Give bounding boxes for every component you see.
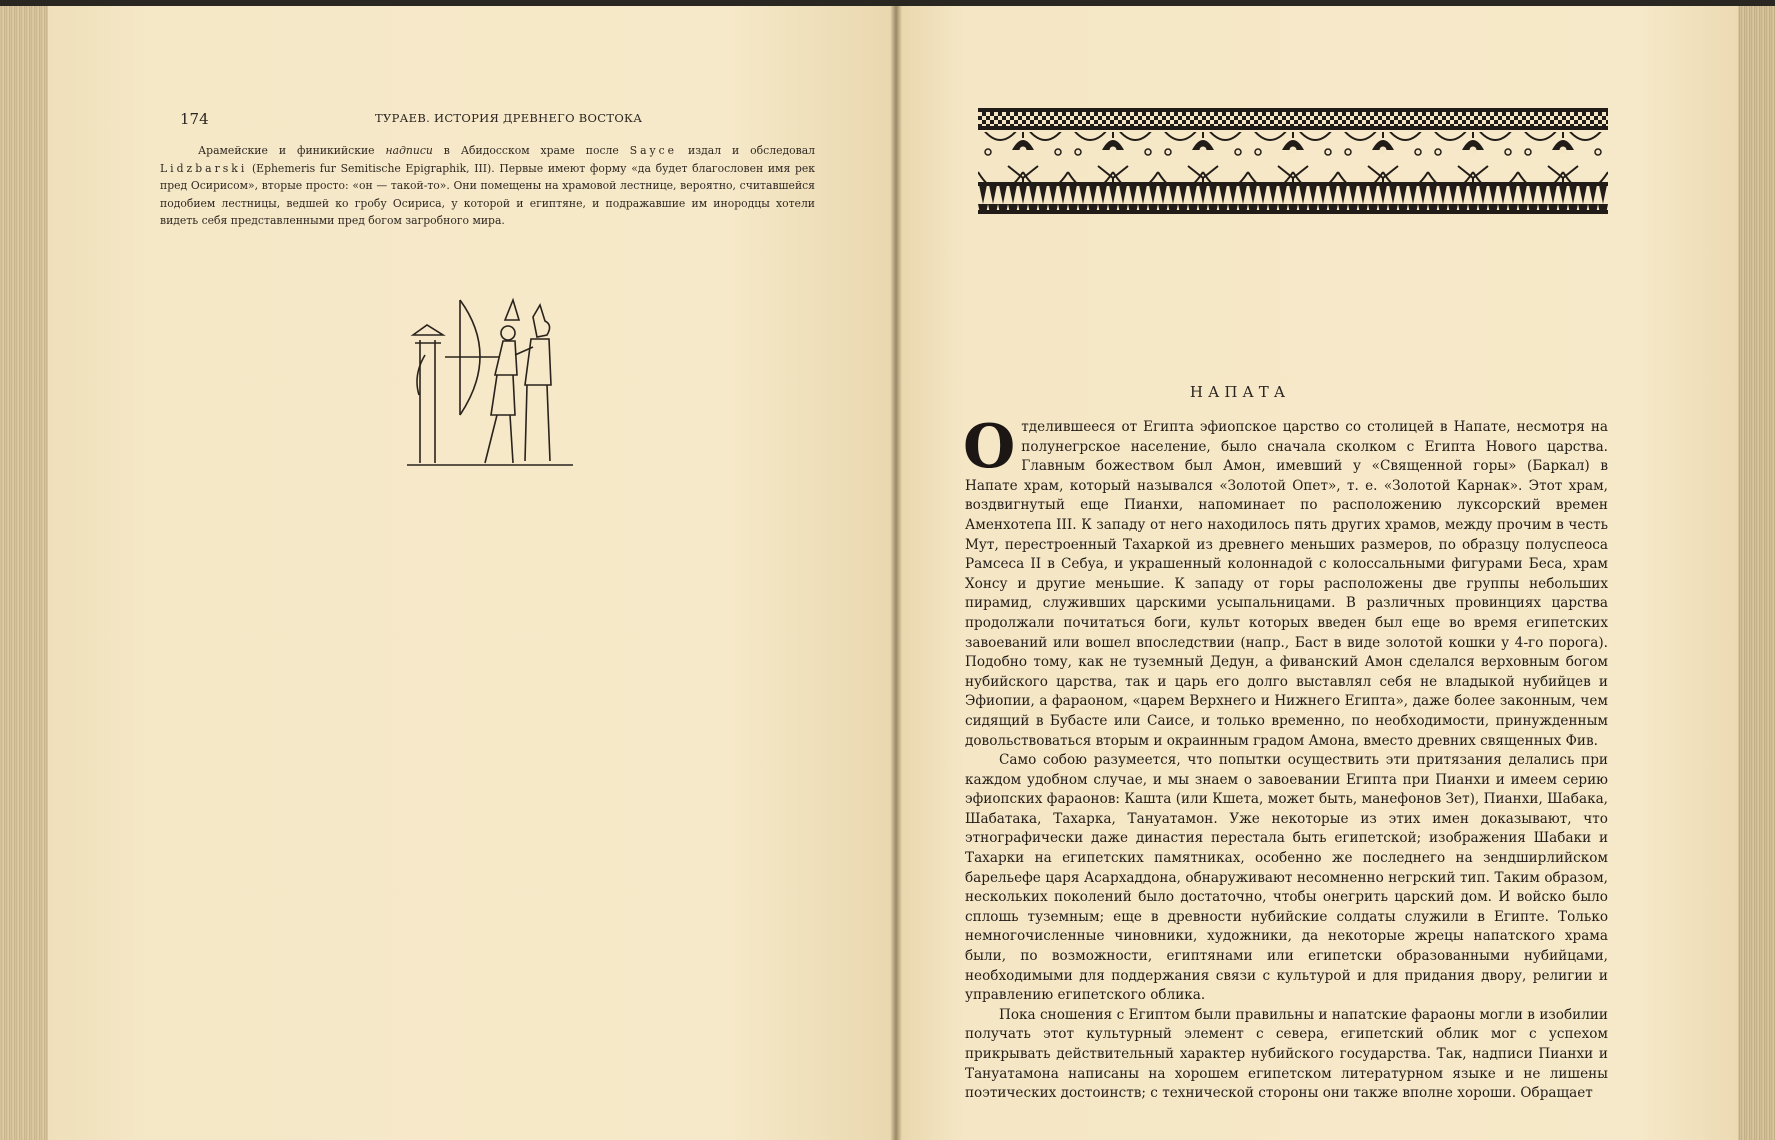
body-paragraph: Само собою разумеется, что попытки осуществить эти притязания делались при каждом удобном случае, и мы знаем о завоевании Египта при Пианхи и имеем серию эфиопских фараонов: Кашта (или Кшета, может быть, манефонов Зет), Пианхи, Шабака, Шабатака, Тахарка, Тануатамон. Уже некоторые из этих имен доказывают, что этнографически даже династия перестала быть египетской; изображения Шабаки и Тахарки на египетских памятниках, особенно же последнего на зендширлийском барельефе царя Асархаддона, обнаруживают несомненно негрский тип. Таким образом, нескольких поколений было достаточно, чтобы онегрить царский дом. И войско было сплошь туземным; еще в древности нубийские солдаты служили в Египте. Только немногочисленные чиновники, художники, да некоторые жрецы напатского храма были, по возможности, египтянами или египетски образованными нубийцами, необходимыми для поддержания связи с культурой и для придания двору, религии и управлению египетского облика. xyxy=(965,752,1608,1004)
chapter-body xyxy=(963,412,1608,1104)
footnote-paragraph xyxy=(160,142,815,230)
body-paragraph xyxy=(963,412,1608,751)
page-number: 174 xyxy=(180,110,209,128)
book-gutter xyxy=(890,6,902,1140)
drop-cap: О xyxy=(963,412,1016,482)
footnote-author-lidzbarski: Lidzbarski xyxy=(160,161,248,175)
running-head xyxy=(180,110,820,130)
paragraph-text: тделившееся от Египта эфиопское царство со столицей в Напате, несмотря на полунегрское население, было сначала сколком с Египта Нового царства. Главным божеством был Амон, имевший у «Священной горы» (Баркал) в Напате храм, который назывался «Золотой Опет», т. е. «Золотой Карнак». Этот храм, воздвигнутый еще Пианхи, напоминает по расположению луксорский времен Аменхотепа III. К западу от него находилось пять других храмов, между прочим в честь Мут, перестроенный Тахаркой из древнего меньших размеров, по образцу полуспеоса Рамсеса II в Себуа, и украшенный колоннадой с колоссальными фигурами Беса, храм Хонсу и другие меньшие. К западу от горы расположены две группы небольших пирамид, служивших царскими усыпальницами. В различных провинциях царства продолжали почитаться боги, культ которых введен был еще во время египетских завоеваний или вошел впоследствии (напр., Баст в виде золотой кошки у 4-го порога). Подобно тому, как не туземный Дедун, а фиванский Амон сделался верховным богом нубийского царства, так и царь его долго выставлял себя не владыкой нубийцев и Эфиопии, а фараоном, «царем Верхнего и Нижнего Египта», даже более законным, чем сидящий в Бубасте или Саисе, и только временно, по необходимости, принужденным довольствоваться вторым и окраинным градом Амона, вместо древних священных Фив. xyxy=(965,419,1608,749)
right-page-edges xyxy=(1735,6,1775,1140)
footnote-text: Арамейские и финикийские xyxy=(198,144,386,157)
running-title: ТУРАЕВ. ИСТОРИЯ ДРЕВНЕГО ВОСТОКА xyxy=(375,111,643,125)
footnote-text: в Абидосском храме после xyxy=(432,144,630,157)
egyptian-relief-figure xyxy=(405,295,580,470)
footnote-author-sayce: Sayce xyxy=(629,144,678,157)
footnote-italic-term: надписи xyxy=(385,144,433,157)
body-paragraph: Пока сношения с Египтом были правильны и напатские фараоны могли в изобилии получать этот культурный элемент с севера, египетский облик мог с успехом прикрывать действительный характер нубийского государства. Так, надписи Пианхи и Тануатамона написаны на хорошем египетском литературном языке и не лишены поэтических достоинств; с технической стороны они также вполне хороши. Обращает xyxy=(965,1006,1608,1102)
footnote-text: издал и обследовал xyxy=(677,144,815,157)
footnote-text: (Ephemeris fur Semitische Epigraphik, III). Первые имеют форму «да будет благословен имя рек пред Осирисом», вторые просто: «он — такой-то». Они помещены на храмовой лестнице, вероятно, считавшейся подобием лестницы, ведшей ко гробу Осириса, у которой и египтяне, и подражавшие им инородцы хотели видеть себя представленными пред богом загробного мира. xyxy=(160,161,815,227)
chapter-ornament-band xyxy=(978,108,1608,214)
chapter-title: НАПАТА xyxy=(1189,383,1291,401)
